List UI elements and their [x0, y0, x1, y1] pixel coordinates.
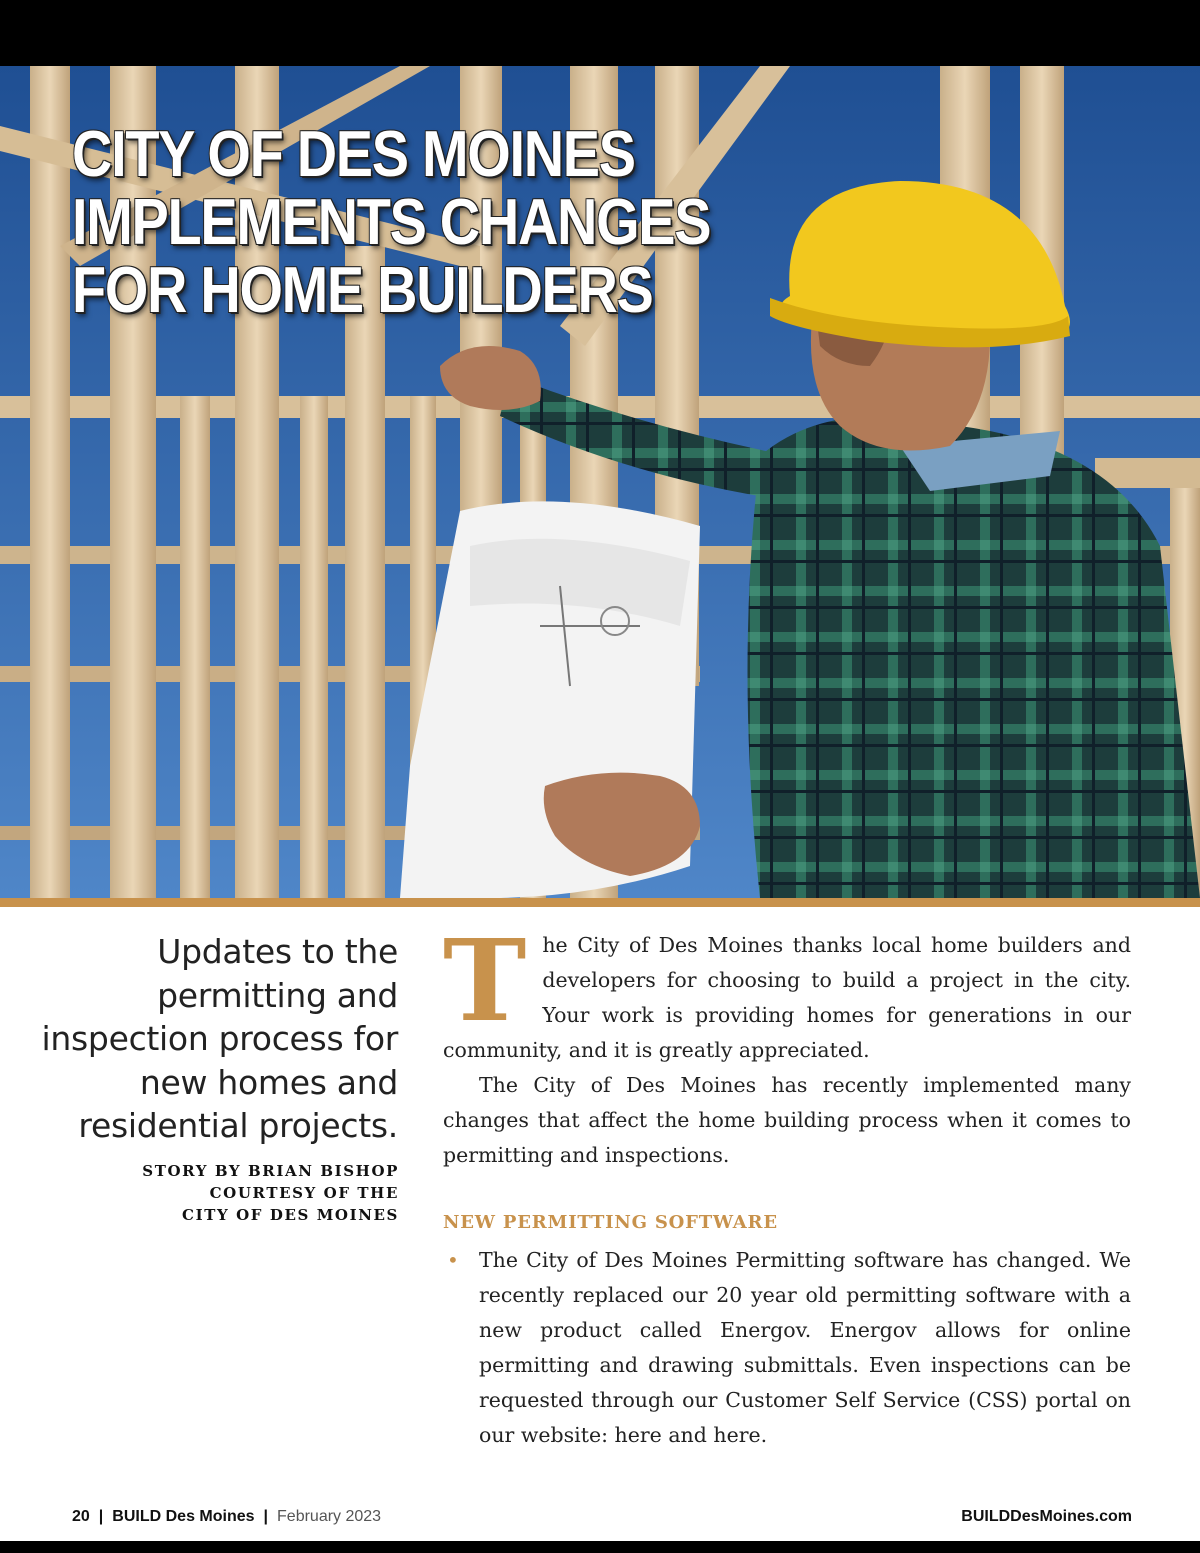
body-paragraph: The City of Des Moines has recently implemented many changes that affect the home building process when it comes to permitting and inspections.: [443, 1073, 1131, 1167]
top-black-bar: [0, 0, 1200, 66]
intro-paragraph: [443, 916, 1131, 1068]
intro-text: he City of Des Moines thanks local home builders and developers for choosing to build a project in the city. Your work is providing homes for generations in our community, and it is greatly appreciated.: [443, 933, 1131, 1062]
article-deck: Updates to the permitting and inspection process for new homes and residential projects.: [41, 932, 398, 1145]
byline-line-2: COURTESY OF THE: [209, 1184, 399, 1202]
accent-divider: [0, 898, 1200, 907]
bottom-black-bar: [0, 1541, 1200, 1553]
list-item-text: The City of Des Moines Permitting software has changed. We recently replaced our 20 year old permitting software with a new product called Energov. Energov allows for online permitting and drawing submittals. Even inspections can be requested through our Customer Self Service (CSS) portal on our website: here and here.: [479, 1248, 1131, 1447]
headline-line-3: FOR HOME BUILDERS: [72, 253, 653, 326]
footer-folio: [72, 1508, 381, 1526]
publication-name: BUILD Des Moines: [112, 1508, 255, 1525]
page-footer: [72, 1508, 1132, 1532]
article-headline: [72, 117, 726, 326]
footer-separator: |: [98, 1508, 104, 1525]
website-link[interactable]: BUILDDesMoines.com: [961, 1508, 1132, 1525]
drop-cap: T: [443, 916, 527, 1047]
page-number: 20: [72, 1508, 90, 1525]
issue-date: February 2023: [277, 1508, 382, 1525]
section-heading: NEW PERMITTING SOFTWARE: [443, 1212, 778, 1233]
byline: [100, 1160, 399, 1226]
article-body: [443, 916, 1131, 1453]
list-item: [443, 1243, 1131, 1453]
headline-line-2: IMPLEMENTS CHANGES: [72, 185, 711, 258]
footer-separator: |: [263, 1508, 269, 1525]
headline-line-1: CITY OF DES MOINES: [72, 117, 635, 190]
bullet-list: [443, 1243, 1131, 1453]
byline-line-1: STORY BY BRIAN BISHOP: [142, 1162, 399, 1180]
bullet-icon: •: [447, 1248, 459, 1272]
byline-line-3: CITY OF DES MOINES: [182, 1206, 399, 1224]
